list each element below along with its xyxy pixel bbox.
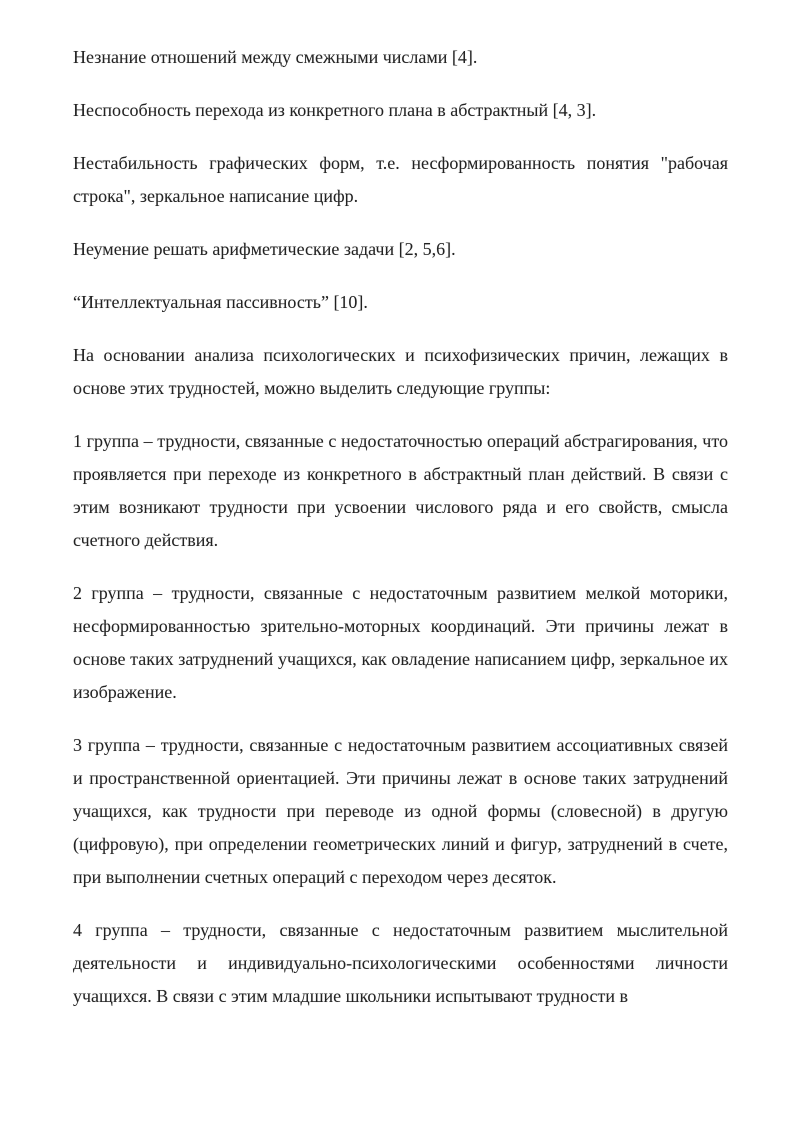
paragraph-6: На основании анализа психологических и психофизических причин, лежащих в основе этих трудностей, можно выделить следующие группы: xyxy=(73,345,728,398)
paragraph-4: Неумение решать арифметические задачи [2, 5,6]. xyxy=(73,239,456,259)
paragraph-5: “Интеллектуальная пассивность” [10]. xyxy=(73,292,368,312)
paragraph-8: 2 группа – трудности, связанные с недостаточным развитием мелкой моторики, несформированностью зрительно-моторных координаций. Эти причины лежат в основе таких затруднений учащихся, как овладение написанием цифр, зеркальное их изображение. xyxy=(73,583,728,702)
paragraph-2: Неспособность перехода из конкретного плана в абстрактный [4, 3]. xyxy=(73,100,597,120)
paragraph-7: 1 группа – трудности, связанные с недостаточностью операций абстрагирования, что проявляется при переходе из конкретного в абстрактный план действий. В связи с этим возникают трудности при усвоении числового ряда и его свойств, смысла счетного действия. xyxy=(73,431,728,550)
paragraph-9: 3 группа – трудности, связанные с недостаточным развитием ассоциативных связей и пространственной ориентацией. Эти причины лежат в основе таких затруднений учащихся, как трудности при переводе из одной формы (словесной) в другую (цифровую), при определении геометрических линий и фигур, затруднений в счете, при выполнении счетных операций с переходом через десяток. xyxy=(73,735,728,887)
paragraph-1: Незнание отношений между смежными числами [4]. xyxy=(73,47,478,67)
document-page xyxy=(73,41,728,1033)
paragraph-10: 4 группа – трудности, связанные с недостаточным развитием мыслительной деятельности и индивидуально-психологическими особенностями личности учащихся. В связи с этим младшие школьники испытывают трудности в xyxy=(73,920,728,1006)
paragraph-3: Нестабильность графических форм, т.е. несформированность понятия "рабочая строка", зеркальное написание цифр. xyxy=(73,153,728,206)
